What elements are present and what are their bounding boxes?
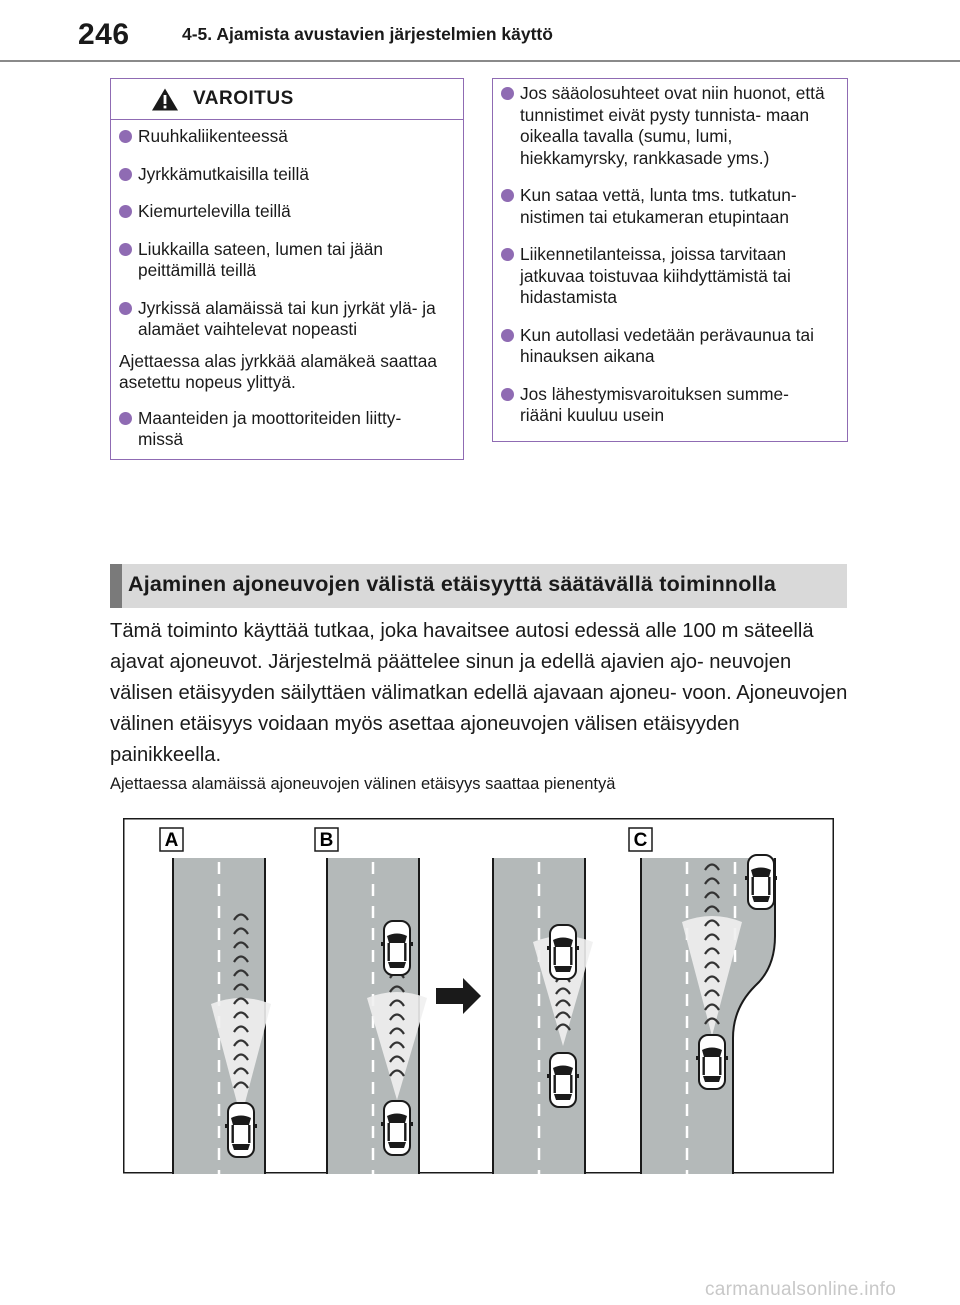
car-icon <box>745 855 777 909</box>
page-header <box>0 0 960 62</box>
car-icon <box>381 1101 413 1155</box>
list-item: Kun sataa vettä, lunta tms. tutkatun- nistimen tai etukameran etupintaan <box>501 185 835 228</box>
car-icon <box>696 1035 728 1089</box>
figure-label-a: A <box>164 830 179 851</box>
warning-list <box>111 120 463 451</box>
warning-triangle-icon <box>151 87 179 112</box>
watermark: carmanualsonline.info <box>705 1279 897 1300</box>
warning-header <box>111 79 463 120</box>
car-icon <box>381 921 413 975</box>
section-body: Tämä toiminto käyttää tutkaa, joka havaitsee autosi edessä alle 100 m säteellä ajavat ajoneuvot. Järjestelmä päättelee sinun ja edellä ajavien ajo- neuvojen välisen etäisyyden säilyttäen välimatkan edellä ajavaan ajoneu- voon. Ajoneuvojen välinen etäisyys voidaan myös asettaa ajoneuvojen välisen etäisyyden painikkeella. <box>110 620 848 766</box>
bullet-icon <box>119 412 132 425</box>
list-item: Ruuhkaliikenteessä <box>119 126 451 148</box>
header-divider <box>0 60 960 62</box>
list-item: Jyrkissä alamäissä tai kun jyrkät ylä- ja alamäet vaihtelevat nopeasti <box>119 298 451 341</box>
section-heading <box>110 564 847 608</box>
list-item: Jos lähestymisvaroituksen summe- riääni kuuluu usein <box>501 384 835 427</box>
distance-illustration <box>123 818 834 1174</box>
warning-title: VAROITUS <box>193 88 294 109</box>
list-item: Liikennetilanteissa, joissa tarvitaan jatkuvaa toistuvaa kiihdyttämistä tai hidastamista <box>501 244 835 309</box>
bullet-icon <box>501 388 514 401</box>
chapter-title: 4-5. Ajamista avustavien järjestelmien käyttö <box>182 24 553 44</box>
warning-note: Ajettaessa alas jyrkkää alamäkeä saattaa asetettu nopeus ylittyä. <box>119 350 437 392</box>
warning-box <box>110 78 464 460</box>
bullet-icon <box>119 302 132 315</box>
list-item: Kiemurtelevilla teillä <box>119 201 451 223</box>
warning-continued-box <box>492 78 848 442</box>
list-item: Kun autollasi vedetään perävaunua tai hinauksen aikana <box>501 325 835 368</box>
bullet-icon <box>501 248 514 261</box>
scene-b <box>327 858 427 1174</box>
list-item: Liukkailla sateen, lumen tai jään peittämillä teillä <box>119 239 451 282</box>
figure-label-c: C <box>633 830 648 851</box>
car-icon <box>225 1103 257 1157</box>
figure-label-b: B <box>319 830 334 851</box>
bullet-icon <box>119 130 132 143</box>
bullet-icon <box>501 329 514 342</box>
warning-continued-list <box>493 79 847 427</box>
list-item: Jyrkkämutkaisilla teillä <box>119 164 451 186</box>
car-icon <box>547 1053 579 1107</box>
section-note: Ajettaessa alamäissä ajoneuvojen välinen etäisyys saattaa pienentyä <box>110 775 616 793</box>
list-item: Jos sääolosuhteet ovat niin huonot, että tunnistimet eivät pysty tunnista- maan oikealla tavalla (sumu, lumi, hiekkamyrsky, rankkasade yms.) <box>501 83 835 169</box>
list-item: Maanteiden ja moottoriteiden liitty- missä <box>119 408 451 451</box>
car-icon <box>547 925 579 979</box>
bullet-icon <box>501 87 514 100</box>
bullet-icon <box>119 243 132 256</box>
scene-b-after <box>493 858 593 1174</box>
section-heading-accent <box>110 564 122 608</box>
bullet-icon <box>119 168 132 181</box>
page-number: 246 <box>78 18 130 51</box>
scene-a <box>173 858 271 1174</box>
bullet-icon <box>501 189 514 202</box>
bullet-icon <box>119 205 132 218</box>
section-title: Ajaminen ajoneuvojen välistä etäisyyttä säätävällä toiminnolla <box>128 572 777 596</box>
